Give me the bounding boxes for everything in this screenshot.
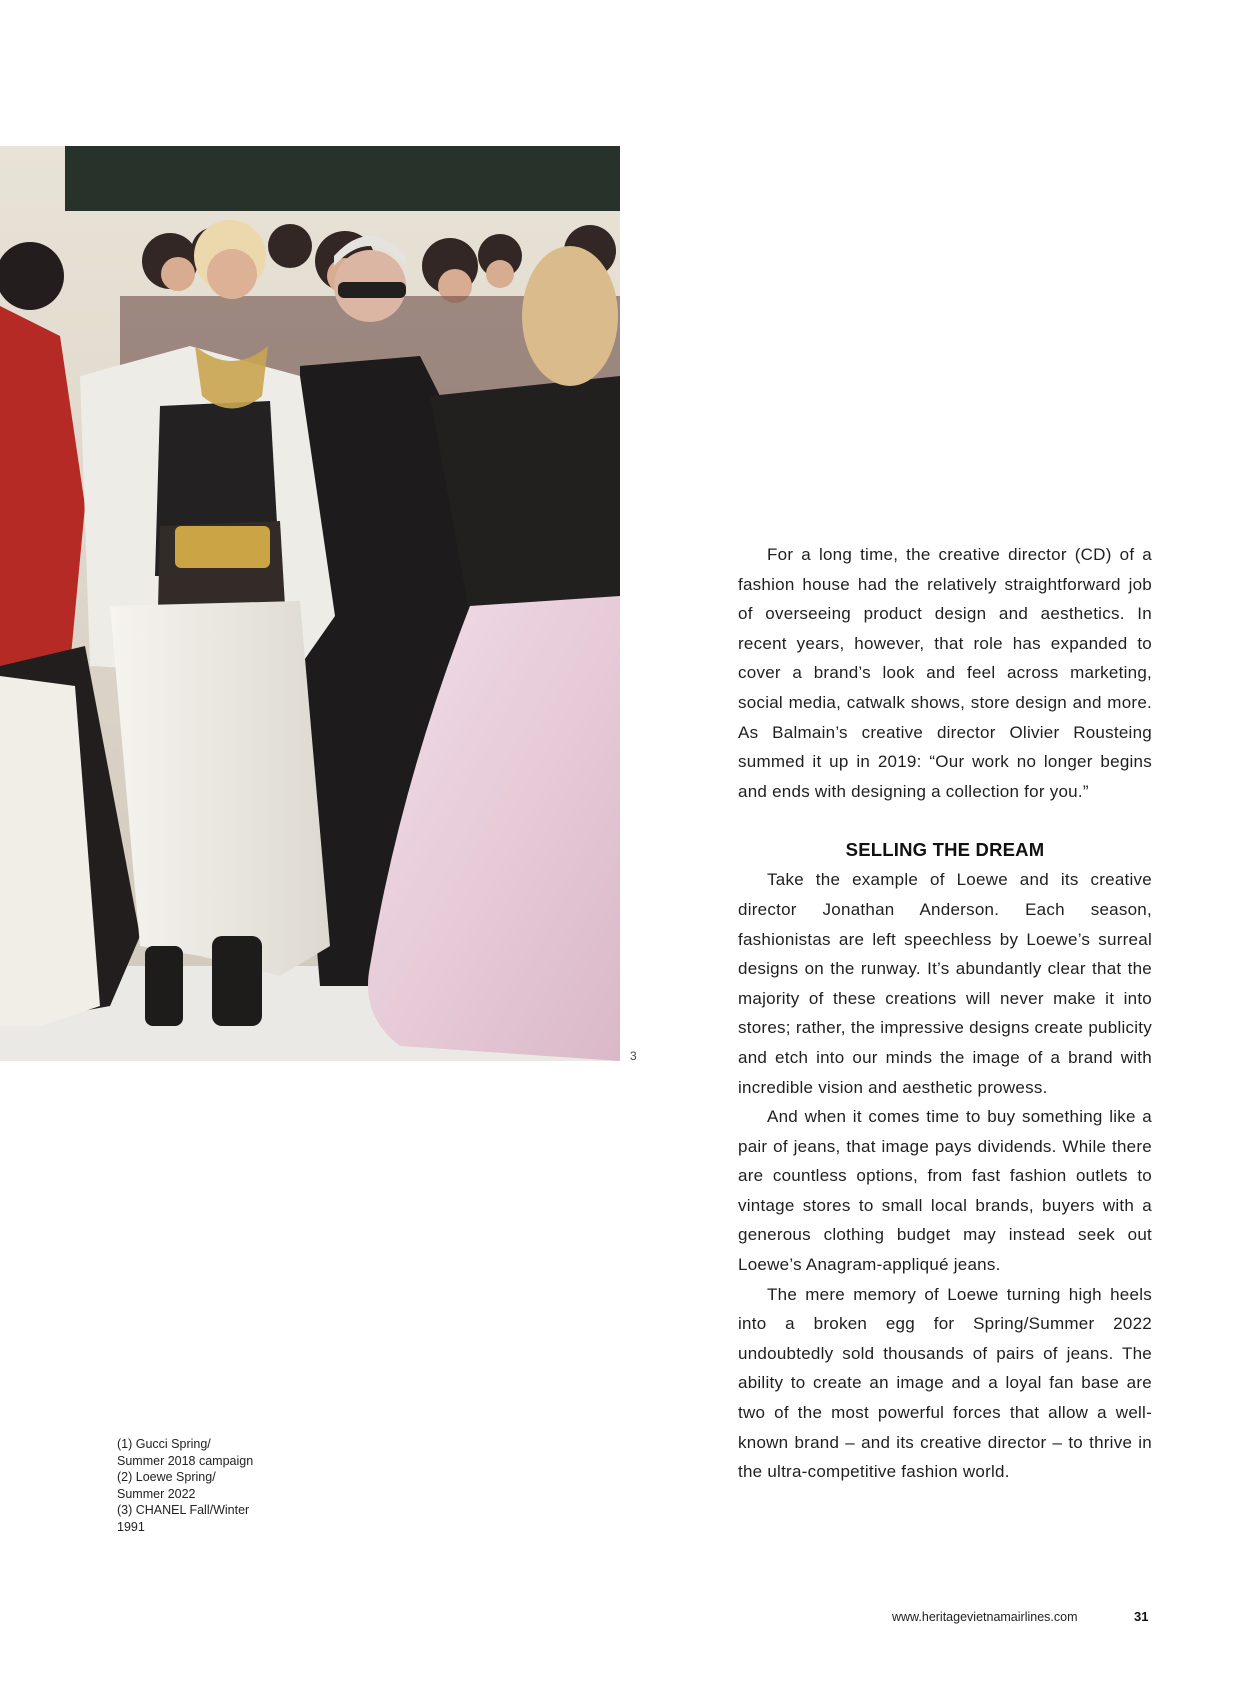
article-body <box>738 540 1152 1487</box>
caption-item: (1) Gucci Spring/ Summer 2018 campaign <box>117 1437 254 1468</box>
body-paragraph: And when it comes time to buy something like a pair of jeans, that image pays dividends. While there are countless options, from fast fashion outlets to vintage stores to small local brands, buyers with a generous clothing budget may instead seek out Loewe’s Anagram-appliqué jeans. <box>738 1107 1152 1275</box>
footer-url: www.heritagevietnamairlines.com <box>892 1610 1078 1624</box>
caption-item: (2) Loewe Spring/ Summer 2022 <box>117 1470 216 1501</box>
intro-paragraph: For a long time, the creative director (CD) of a fashion house had the relatively straightforward job of overseeing product design and aesthetics. In recent years, however, that role has expanded to cover a brand’s look and feel across marketing, social media, catwalk shows, store design and more. As Balmain’s creative director Olivier Rousteing summed it up in 2019: “Our work no longer begins and ends with designing a collection for you.” <box>738 545 1152 801</box>
page-number: 31 <box>1134 1609 1149 1624</box>
runway-photo <box>0 146 620 1061</box>
body-paragraph: The mere memory of Loewe turning high heels into a broken egg for Spring/Summer 2022 undoubtedly sold thousands of pairs of jeans. The ability to create an image and a loyal fan base are two of the most powerful forces that allow a well-known brand – and its creative director – to thrive in the ultra-competitive fashion world. <box>738 1284 1152 1482</box>
body-paragraph: Take the example of Loewe and its creative director Jonathan Anderson. Each season, fashionistas are left speechless by Loewe’s surreal designs on the runway. It’s abundantly clear that the majority of these creations will never make it into stores; rather, the impressive designs create publicity and etch into our minds the image of a brand with incredible vision and aesthetic prowess. <box>738 870 1152 1097</box>
photo-number: 3 <box>630 1049 637 1063</box>
photo-captions <box>117 1436 287 1535</box>
caption-item: (3) CHANEL Fall/Winter 1991 <box>117 1503 250 1534</box>
section-heading: SELLING THE DREAM <box>845 839 1045 861</box>
